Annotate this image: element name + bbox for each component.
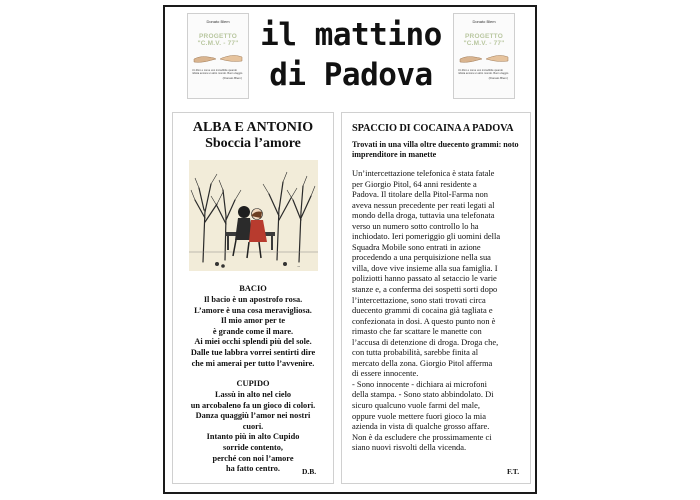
- body-line: oppure vuole mettere fuori gioco la mia: [352, 410, 487, 421]
- ad-progetto-word: PROGETTO: [465, 33, 503, 40]
- body-line: Non è da escludere che prossimamente ci: [352, 431, 492, 442]
- body-line: villa, dove vive insieme alla sua famiglia. I: [352, 262, 498, 273]
- body-line: duecento grammi di cocaina già tagliata e: [352, 305, 493, 316]
- reaching-hands-icon: [458, 49, 510, 67]
- body-line: per Giorgio Pitol, 64 anni residente a: [352, 178, 477, 189]
- left-signature: D.B.: [302, 467, 317, 476]
- ad-blurb: Un libro e come uno incredibile quando ridotta ancora un altro mondo. Buon viaggio: [192, 69, 243, 75]
- body-line: azienda in vista di qualche grosso affare.: [352, 421, 490, 432]
- poem-line: che mi amerai per tutto l’avvenire.: [191, 358, 315, 368]
- title-line1: il mattino: [260, 17, 442, 53]
- poem-line: L’amore è una cosa meravigliosa.: [194, 305, 312, 315]
- right-signature: F.T.: [507, 467, 520, 476]
- body-line: mondo della droga, tuttavia una telefonata: [352, 210, 495, 221]
- body-line: confezionata in dosi. A questo punto non è: [352, 315, 496, 326]
- ad-code: "C.M.V. - 77": [463, 40, 505, 47]
- poem-line: un arcobaleno fa un gioco di colori.: [190, 400, 316, 410]
- right-headline: SPACCIO DI COCAINA A PADOVA: [352, 123, 514, 134]
- body-line: siano nuovi risvolti della vicenda.: [352, 442, 467, 453]
- poem-line: ha fatto centro.: [226, 464, 280, 474]
- poem-line: Dalle tue labbra vorrei sentirti dire: [190, 347, 316, 357]
- article-body: [352, 168, 524, 453]
- newspaper-title: [253, 15, 449, 95]
- left-article: [172, 112, 334, 484]
- body-line: verso un numero sotto controllo lo ha: [352, 220, 479, 231]
- body-line: sicuro qualcuno vuole farmi del male,: [352, 400, 480, 411]
- body-line: stanze e, a conferma dei sospetti sorti dopo: [352, 284, 498, 295]
- poem-line: Danza quaggiù l’amor nei nostri: [195, 411, 311, 421]
- poem-line: è grande come il mare.: [212, 326, 294, 336]
- body-line: l’accusa di detenzione di droga. Droga che,: [352, 336, 499, 347]
- body-line: con tutta probabilità, sarebbe finita al: [352, 347, 479, 358]
- body-line: l’intercettazione, sono stati trovati circa: [352, 294, 486, 305]
- ad-progetto: [454, 33, 514, 47]
- left-subheadline: Sboccia l’amore: [205, 136, 301, 151]
- svg-text:~: ~: [297, 264, 301, 269]
- body-line: poliziotti hanno passato al setaccio le varie: [352, 273, 497, 284]
- body-line: Padova. Il titolare della Pitol-Farma non: [352, 189, 488, 200]
- ad-code: "C.M.V. - 77": [197, 40, 239, 47]
- body-line: - Sono innocente - dichiara ai microfoni: [352, 378, 487, 389]
- body-line: rimasto che far scattare le manette con: [352, 326, 482, 337]
- body-line: Squadra Mobile sono entrati in azione: [352, 241, 481, 252]
- masthead: [187, 13, 515, 99]
- poem-line: Ai miei occhi splendi più del sole.: [194, 337, 312, 347]
- poem-cupido: [173, 390, 333, 475]
- poem-line: cuori.: [242, 421, 264, 431]
- poem-line: perché con noi l’amore: [212, 453, 294, 463]
- body-line: della stampa. - Sono stato abbindolato. Di: [352, 389, 494, 400]
- poem-line: Il bacio è un apostrofo rosa.: [203, 295, 303, 304]
- body-line: mercato della zona. Giorgio Pitol afferma: [352, 357, 493, 368]
- book-ad-left: [187, 13, 249, 99]
- body-line: procedendo a una perquisizione nella sua: [352, 252, 491, 263]
- reaching-hands-icon: [192, 49, 244, 67]
- ad-progetto-word: PROGETTO: [199, 33, 237, 40]
- book-ad-right: [453, 13, 515, 99]
- poem-line: sorride contento,: [223, 442, 283, 452]
- poem-title-bacio: BACIO: [239, 284, 267, 293]
- ad-author: Donato Blem: [206, 19, 230, 24]
- ad-author: Donato Blem: [472, 19, 496, 24]
- poem-line: Lassù in alto nel cielo: [214, 390, 292, 399]
- left-headline: ALBA E ANTONIO: [192, 120, 314, 135]
- ad-signature: (Donato Blem): [488, 76, 508, 80]
- body-line: inchiodato. Ieri pomeriggio gli uomini della: [352, 231, 501, 242]
- body-line: di essere innocente.: [352, 368, 419, 379]
- body-line: Un’intercettazione telefonica è stata fatale: [352, 168, 495, 178]
- poem-line: Il mio amor per te: [220, 316, 286, 326]
- couple-illustration: [189, 160, 318, 271]
- poem-line: Intanto più in alto Cupido: [206, 432, 300, 442]
- ad-blurb: Un libro e come uno incredibile quando ridotta ancora un altro mondo. Buon viaggio: [458, 69, 509, 75]
- ad-progetto: [188, 33, 248, 47]
- poem-title-cupido: CUPIDO: [236, 379, 270, 388]
- ad-signature: (Donato Blem): [222, 76, 242, 80]
- right-article: [341, 112, 531, 484]
- body-line: aveva nessun precedente per reati legati al: [352, 199, 495, 210]
- title-line2: di Padova: [269, 57, 433, 93]
- right-subheadline: Trovati in una villa oltre duecento grammi: noto imprenditore in manette: [352, 140, 519, 159]
- poem-bacio: [173, 295, 333, 369]
